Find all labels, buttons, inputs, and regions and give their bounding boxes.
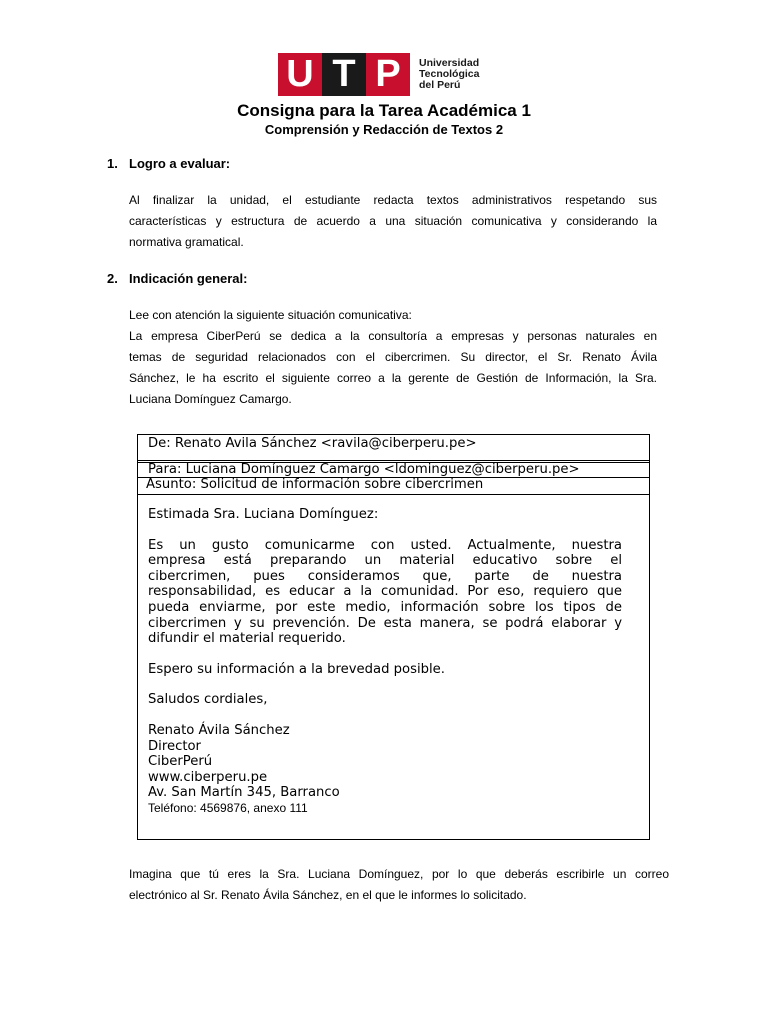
section-heading-text: Logro a evaluar: [129,156,231,171]
section-number: 2. [107,271,118,286]
email-from-row [138,435,649,461]
signature-role: Director [148,738,201,754]
university-name-line: Universidad [419,57,480,69]
utp-logo [278,53,479,96]
paragraph-line: La empresa CiberPerú se dedica a la consultoría a empresas y personas naturales en [129,329,657,343]
paragraph-line: características y estructura de acuerdo a una situación comunicativa y considerando la [129,214,657,228]
paragraph-line: Sánchez, le ha escrito el siguiente correo a la gerente de Gestión de Información, la Sra. [129,371,657,385]
signature-website: www.ciberperu.pe [148,769,268,785]
university-name [419,58,479,91]
email-to: Para: Luciana Domínguez Camargo <ldominguez@ciberperu.pe> [148,462,580,477]
section-number: 1. [107,156,118,171]
email-from: De: Renato Avila Sánchez <ravila@ciberperu.pe> [148,436,477,451]
section-heading-text: Indicación general: [129,271,248,286]
email-body-line: cibercrimen, pues consideramos que, parte de nuestra [148,568,622,584]
paragraph-line: normativa gramatical. [129,235,244,249]
email-request: Espero su información a la brevedad posible. [148,661,445,677]
closing-paragraph [129,864,669,906]
section-2-heading [107,271,247,286]
signature-address: Av. San Martín 345, Barranco [148,785,340,801]
email-body-line: pueda enviarme, por este medio, información sobre los tipos de [148,599,622,615]
email-greeting: Estimada Sra. Luciana Domínguez: [148,507,379,522]
email-body-paragraph [148,538,622,647]
university-name-line: del Perú [419,79,461,91]
email-body-line: Es un gusto comunicarme con usted. Actualmente, nuestra [148,537,622,553]
email-body-line: difundir el material requerido. [148,631,346,647]
email-farewell: Saludos cordiales, [148,692,268,708]
section-1-heading [107,156,230,171]
document-title: Consigna para la Tarea Académica 1 [237,101,531,120]
paragraph-intro: Lee con atención la siguiente situación comunicativa: [129,308,412,322]
logo-letter-p: P [366,53,410,96]
email-box [137,434,650,840]
paragraph-line: electrónico al Sr. Renato Ávila Sánchez, en el que le informes lo solicitado. [129,888,527,902]
email-subject-row [138,478,649,495]
email-body-line: cibercrimen y su prevención. De esta manera, se podrá elaborar y [148,615,622,631]
email-body [148,507,622,816]
email-to-row [138,462,649,478]
email-subject: Asunto: Solicitud de información sobre cibercrimen [146,477,484,492]
section-2-paragraph [129,305,657,410]
university-name-line: Tecnológica [419,68,480,80]
email-body-line: responsabilidad, es educar a la comunidad. Por eso, requiero que [148,584,622,600]
signature-phone: Teléfono: 4569876, anexo 111 [148,800,308,815]
paragraph-line: Al finalizar la unidad, el estudiante redacta textos administrativos respetando sus [129,193,657,207]
logo-letter-t: T [322,53,366,96]
paragraph-line: Luciana Domínguez Camargo. [129,392,292,406]
paragraph-line: temas de seguridad relacionados con el cibercrimen. Su director, el Sr. Renato Ávila [129,350,657,364]
section-1-paragraph [129,190,657,253]
logo-letter-u: U [278,53,322,96]
document-subtitle: Comprensión y Redacción de Textos 2 [264,122,504,137]
utp-logo-mark [278,53,410,96]
email-body-line: empresa está preparando un material educativo sobre el [148,553,622,569]
paragraph-line: Imagina que tú eres la Sra. Luciana Domínguez, por lo que deberás escribirle un correo [129,867,669,881]
signature-name: Renato Ávila Sánchez [148,722,290,738]
signature-company: CiberPerú [148,754,213,770]
